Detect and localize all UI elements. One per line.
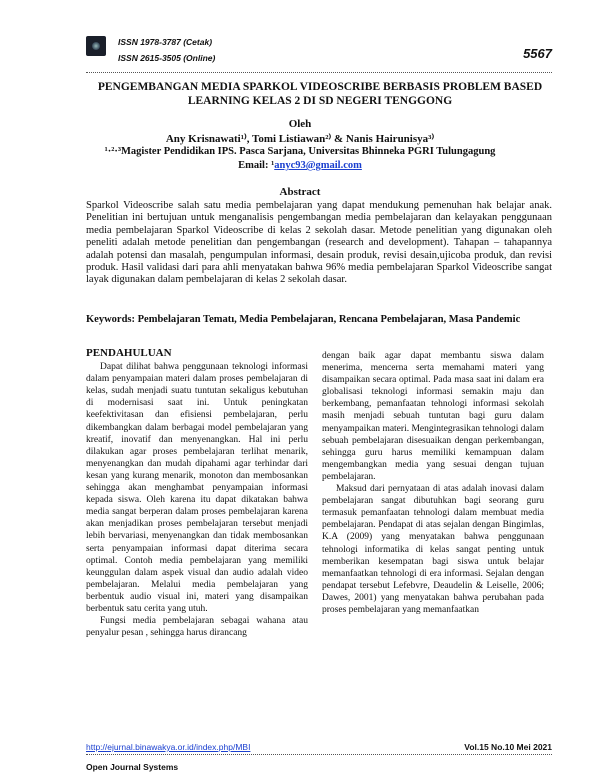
left-column — [86, 347, 308, 639]
footer-divider — [86, 754, 552, 755]
footer-ojs: Open Journal Systems — [86, 762, 179, 772]
journal-logo-icon — [86, 36, 106, 56]
right-paragraph-1: dengan baik agar dapat membantu siswa dalam menerima, mencerna serta memahami materi yang disampaikan secara optimal. Pada masa saat ini dalam era globalisasi teknologi informasi semakin maju dan berkembang, pemanfaatan tehnologi informasi sekolah masih menjadi sebuah tuntutan bagi guru dalam menyampaikan materi. Mengintegrasikan tehnologi dalam sebuah pembelajaran disesuaikan dengan perkembangan, sehingga guru harus memiliki kemampuan dalam mengembangkan media yang sesuai dengan tujuan pembelajaran. — [322, 351, 544, 482]
paper-title: PENGEMBANGAN MEDIA SPARKOL VIDEOSCRIBE BERBASIS PROBLEM BASED LEARNING KELAS 2 DI SD NEGERI TENGGONG — [97, 81, 543, 107]
email-line — [0, 160, 600, 171]
issn-online: ISSN 2615-3505 (Online) — [118, 53, 216, 63]
email-label: Email: ¹ — [238, 160, 275, 171]
affiliation: ¹·²·³Magister Pendidikan IPS. Pasca Sarjana, Universitas Bhinneka PGRI Tulungagung — [104, 146, 496, 157]
footer-journal-link[interactable]: http://ejurnal.binawakya.or.id/index.php/MBI — [86, 742, 251, 752]
abstract-text: Sparkol Videoscribe salah satu media pembelajaran yang dapat mendukung pemenuhan hak belajar anak. Penelitian ini bertujuan untuk menganalisis pengembangan media pembelajaran dan kelayakan penggunaan media pembelajaran Sparkol Videoscribe di kelas 2 sekolah dasar. Metode penelitian yang digunakan oleh peneliti adalah metode penelitian dan pengembangan (research and development). Tahapan – tahapannya adalah potensi dan masalah, pengumpulan informasi, desain produk, revisi desain,ujicoba produk, dan revisi produk. Hasil validasi dari para ahli menyatakan bahwa 96% media pembelajaran Sparkol Videoscribe sangat layak digunakan dalam pembelajaran di kelas 2 sekolah dasar. — [86, 200, 552, 286]
keywords: Keywords: Pembelajaran Tematı, Media Pembelajaran, Rencana Pembelajaran, Masa Pandemic — [86, 314, 521, 325]
abstract-heading: Abstract — [279, 186, 321, 198]
right-paragraph-2: Maksud dari pernyataan di atas adalah inovasi dalam pembelajaran sangat dibutuhkan bagi seorang guru termasuk pemanfaatan tehnologi dalam membuat media pembelajaran. Pendapat di atas sejalan dengan Bingimlas, K.A (2009) yang menyatakan bahwa penggunaan tehnologi informatika di kelas sangat penting untuk memberikan kesempatan bagi siswa untuk belajar memanfaatkan tehnologi di era informasi. Sejalan dengan pendapat tersebut Lefebvre, Deaudelin & Leiselle, 2006; Dawes, 2001) yang menyatakan bahwa perubahan pada proses pembelajaran yang memanfaatkan — [322, 484, 544, 615]
header-divider — [86, 72, 552, 73]
email-link[interactable]: anyc93@gmail.com — [274, 160, 362, 171]
page-number: 5567 — [523, 46, 552, 61]
footer-volume: Vol.15 No.10 Mei 2021 — [464, 742, 552, 752]
oleh-label: Oleh — [288, 118, 312, 130]
left-paragraph-2: Fungsi media pembelajaran sebagai wahana atau penyalur pesan , sehingga harus dirancang — [86, 616, 308, 639]
left-paragraph-1: Dapat dilihat bahwa penggunaan teknologi informasi dalam penyampaian materi dalam proses pembelajaran di kelas, sudah menjadi suatu tuntutan sekaligus kebutuhan di modernisasi saat ini. Untuk peningkatan keefektivitasan dan efisiensi pembelajaran, perlu dikembangkan dalam berbagai model pembelajaran yang kreatif, inovatif dan menyenangkan. Hal ini perlu dilakukan agar proses pembelajaran terlihat menarik, menyenangkan dan mudah dipahami agar terhindar dari kesan yang kurang menarik, monoton dan membosankan sehingga akan menghambat penyampaian informasi kepada siswa. Oleh karena itu dapat dikatakan bahwa media sangat berperan dalam proses pembelajaran karena akan menjadikan proses pembelajaran tersebut menjadi lebih bervariasi, menyenangkan dan tidak membosankan serta penyampaian informasi dapat diterima secara optimal. Contoh media pembelajaran yang memiliki keunggulan dalam aspek visual dan audio adalah video pembelajaran. Melalui media pembelajaran yang berbentuk audio visual ini, materi yang disampaikan berbentuk satu cerita yang utuh. — [86, 362, 308, 614]
right-column — [322, 350, 544, 616]
issn-print: ISSN 1978-3787 (Cetak) — [118, 37, 213, 47]
authors: Any Krisnawati¹⁾, Tomi Listiawan²⁾ & Nanis Hairunisya³⁾ — [165, 133, 435, 145]
section-heading: PENDAHULUAN — [86, 347, 172, 359]
